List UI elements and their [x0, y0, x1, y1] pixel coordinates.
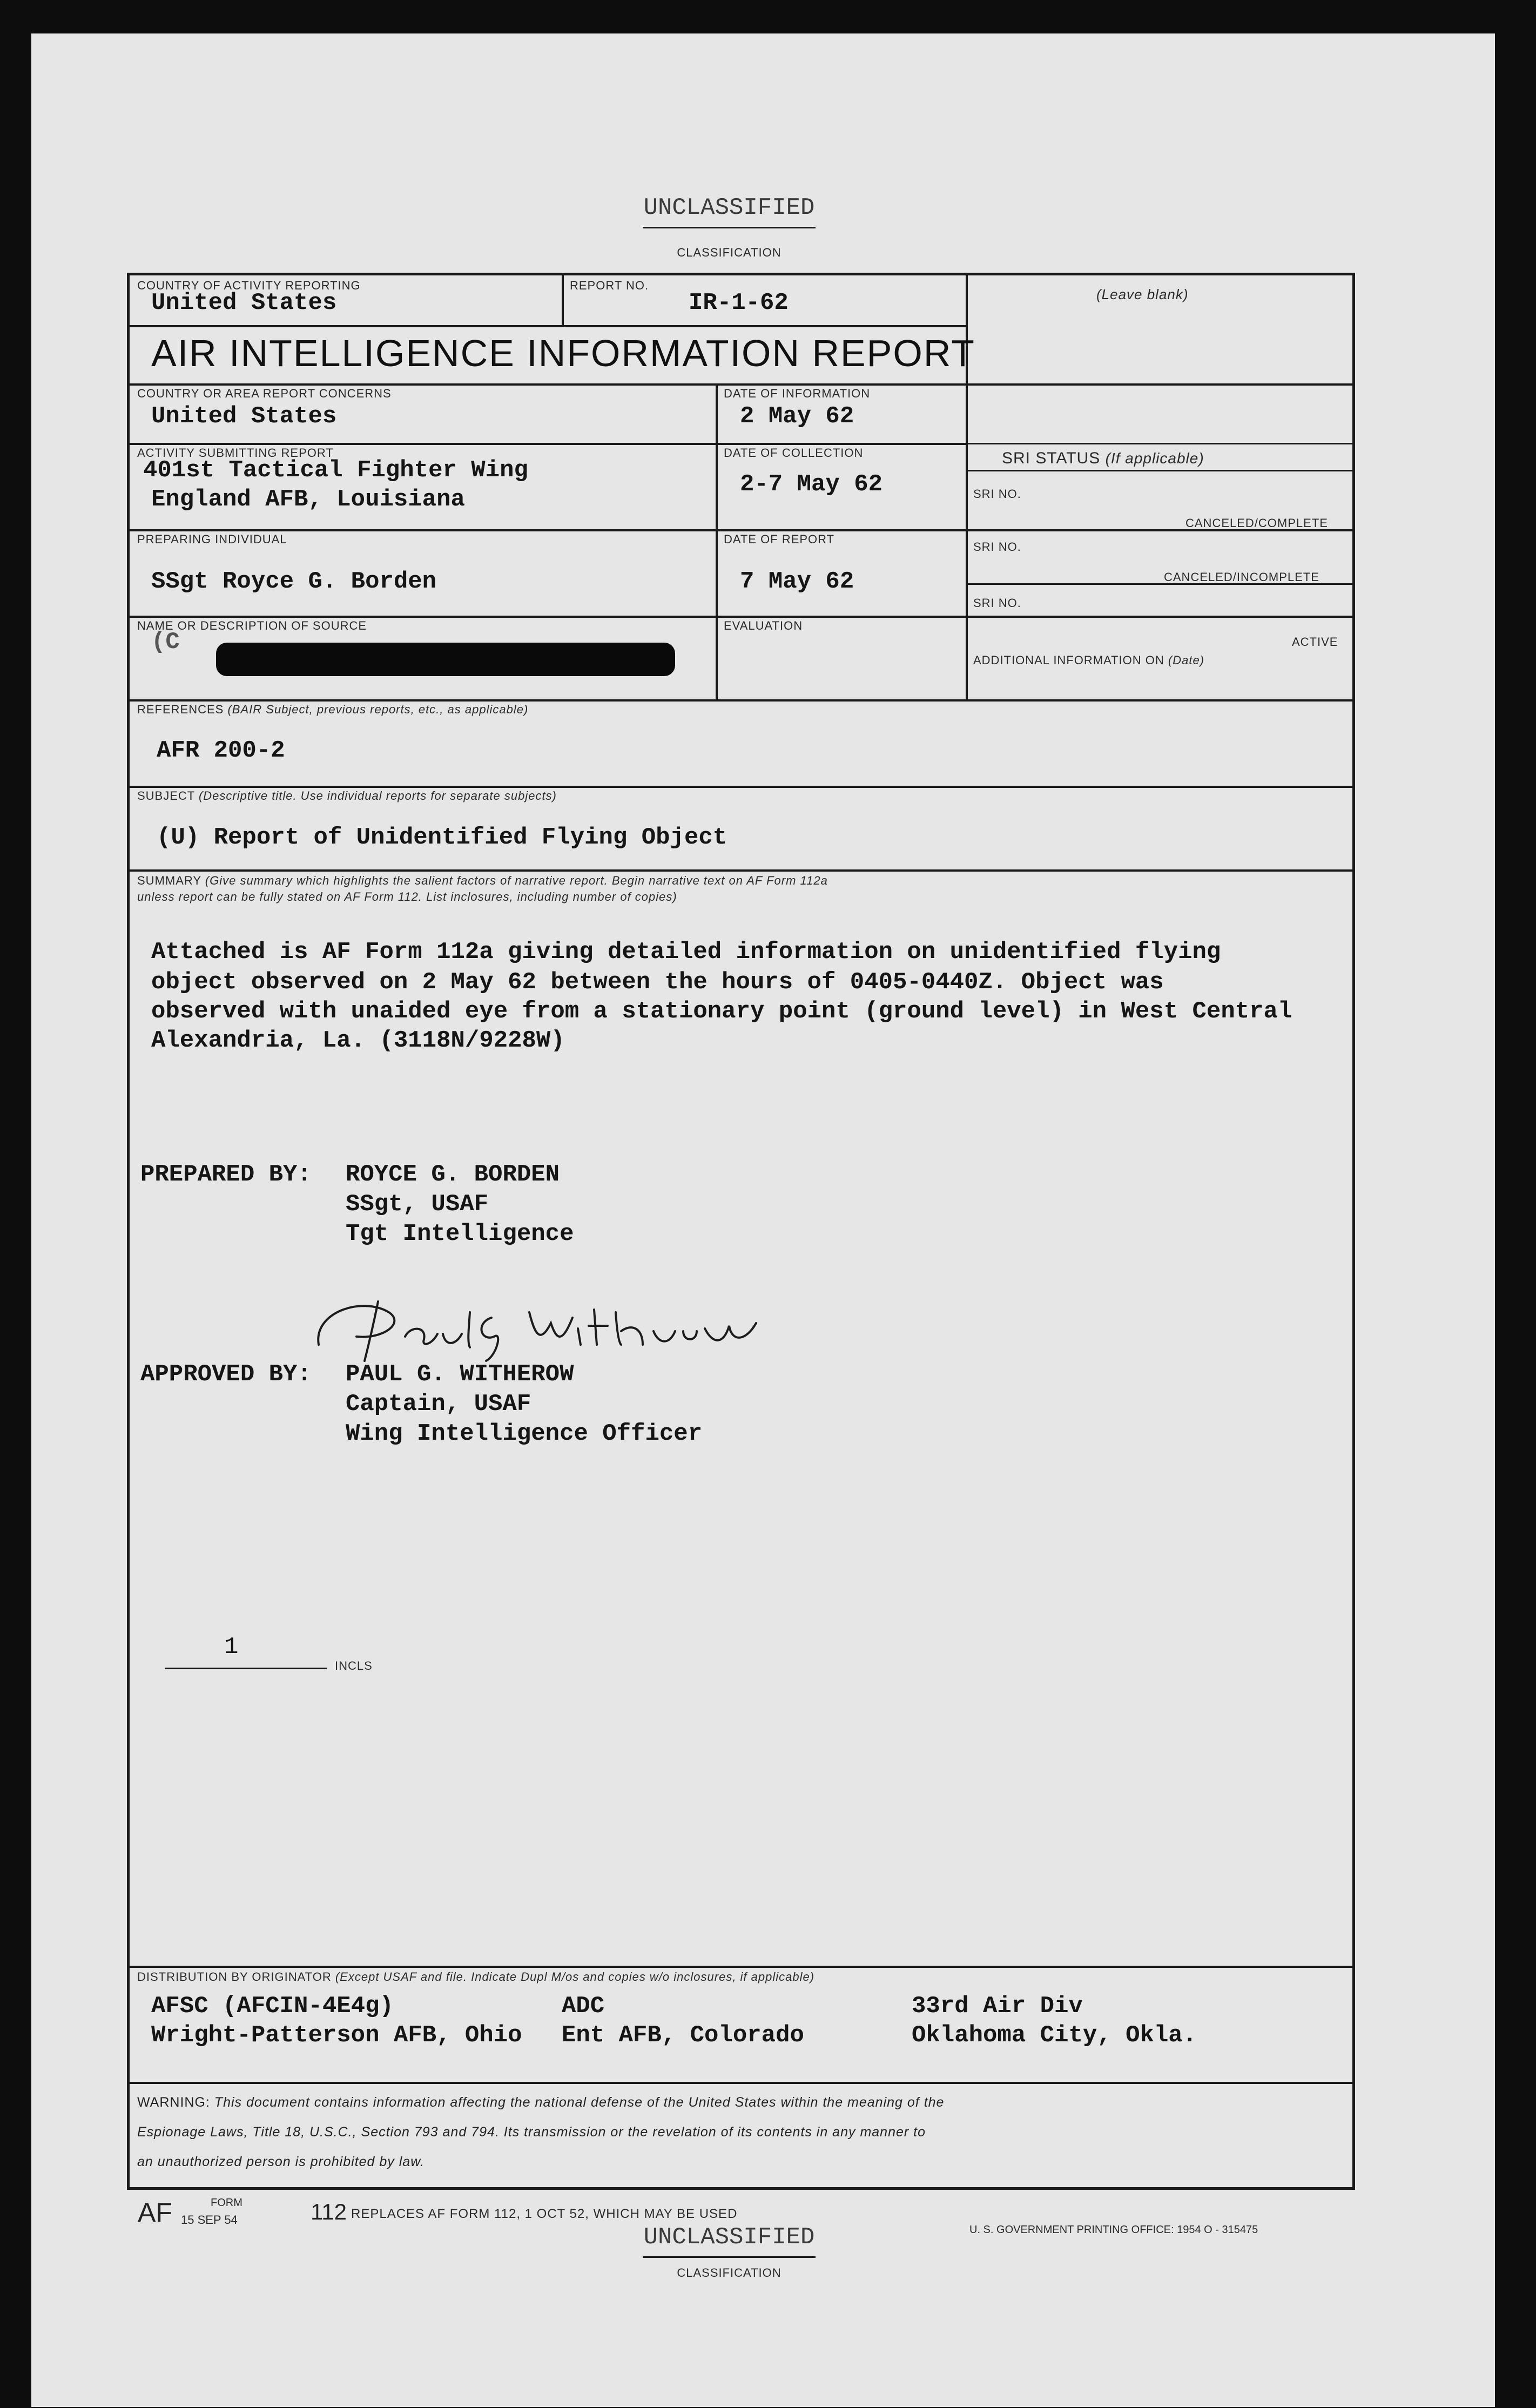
inclosure-count: 1 [224, 1634, 239, 1661]
rule [130, 1966, 1352, 1968]
footer-af: AF [138, 2197, 172, 2228]
prepared-by-title: Tgt Intelligence [346, 1220, 574, 1247]
distribution-label-text: DISTRIBUTION BY ORIGINATOR [137, 1970, 332, 1984]
references-label-text: REFERENCES [137, 703, 224, 716]
additional-info-text: ADDITIONAL INFORMATION ON [973, 653, 1164, 667]
rule [716, 383, 718, 699]
approved-by-label: APPROVED BY: [140, 1361, 312, 1388]
signature [297, 1280, 816, 1372]
distribution-col2-line1: ADC [562, 1993, 605, 2020]
preparing-individual-value: SSgt Royce G. Borden [151, 568, 437, 595]
footer-form-no: 112 [311, 2199, 347, 2224]
inclosure-rule [165, 1668, 327, 1669]
redaction-bar [216, 643, 675, 676]
distribution-col1-line1: AFSC (AFCIN-4E4g) [151, 1993, 394, 2020]
distribution-col1-line2: Wright-Patterson AFB, Ohio [151, 2022, 522, 2049]
date-information-label: DATE OF INFORMATION [724, 387, 871, 400]
date-information-value: 2 May 62 [740, 403, 854, 430]
distribution-col3-line1: 33rd Air Div [912, 1993, 1083, 2020]
classification-top-rule [643, 227, 816, 228]
source-label: NAME OR DESCRIPTION OF SOURCE [137, 619, 367, 632]
distribution-col3-line2: Oklahoma City, Okla. [912, 2022, 1197, 2049]
rule [130, 529, 1352, 531]
sri-no-label-1: SRI NO. [973, 487, 1021, 501]
date-report-label: DATE OF REPORT [724, 532, 835, 546]
warning-text-3: an unauthorized person is prohibited by law. [137, 2154, 425, 2169]
sri-active: ACTIVE [1292, 635, 1338, 649]
rule [130, 699, 1352, 702]
references-value: AFR 200-2 [157, 737, 285, 764]
activity-submitting-label: ACTIVITY SUBMITTING REPORT [137, 446, 334, 460]
preparing-individual-label: PREPARING INDIVIDUAL [137, 532, 287, 546]
approved-by-rank: Captain, USAF [346, 1391, 531, 1418]
rule [966, 443, 1352, 444]
rule [130, 2082, 1352, 2084]
sri-status-hint: (If applicable) [1105, 450, 1204, 467]
rule [130, 325, 966, 327]
classification-top: UNCLASSIFIED [643, 194, 815, 221]
rule [562, 275, 564, 325]
country-reporting-label: COUNTRY OF ACTIVITY REPORTING [137, 279, 361, 292]
evaluation-label: EVALUATION [724, 619, 803, 632]
footer-gpo: U. S. GOVERNMENT PRINTING OFFICE: 1954 O - 315475 [969, 2224, 1258, 2236]
classification-bottom-rule [643, 2256, 816, 2258]
warning-notice [137, 2088, 1347, 2177]
country-concerns-value: United States [151, 403, 337, 430]
rule [130, 869, 1352, 872]
footer-form-word: FORM [211, 2197, 242, 2209]
distribution-col2-line2: Ent AFB, Colorado [562, 2022, 804, 2049]
subject-label [137, 789, 557, 803]
distribution-label [137, 1970, 814, 1984]
additional-info-label [973, 653, 1204, 667]
warning-head: WARNING: [137, 2095, 210, 2110]
classification-bottom: UNCLASSIFIED [643, 2224, 815, 2251]
summary-label-text: SUMMARY [137, 874, 201, 887]
warning-text-2: Espionage Laws, Title 18, U.S.C., Section 793 and 794. Its transmission or the revelation of its contents in any manner to [137, 2124, 926, 2140]
references-hint: (BAIR Subject, previous reports, etc., as applicable) [227, 703, 529, 716]
sri-canceled-complete: CANCELED/COMPLETE [1185, 516, 1328, 530]
prepared-by-rank: SSgt, USAF [346, 1191, 489, 1218]
summary-line: object observed on 2 May 62 between the hours of 0405-0440Z. Object was [151, 969, 1164, 996]
rule [130, 786, 1352, 788]
sri-no-label-3: SRI NO. [973, 596, 1021, 610]
summary-label [137, 874, 828, 888]
sri-no-label-2: SRI NO. [973, 540, 1021, 554]
rule [130, 383, 1352, 386]
subject-hint: (Descriptive title. Use individual reports for separate subjects) [198, 789, 557, 802]
summary-hint-line2: unless report can be fully stated on AF Form 112. List inclosures, including number of copies) [137, 890, 677, 903]
footer-form-date: 15 SEP 54 [181, 2213, 238, 2227]
sri-status-label [1002, 449, 1204, 468]
country-reporting-value: United States [151, 289, 337, 316]
distribution-hint: (Except USAF and file. Indicate Dupl M/os and copies w/o inclosures, if applicable) [335, 1970, 815, 1984]
sri-canceled-incomplete: CANCELED/INCOMPLETE [1164, 570, 1319, 584]
leave-blank-note: (Leave blank) [1096, 286, 1189, 302]
prepared-by-name: ROYCE G. BORDEN [346, 1161, 560, 1188]
summary-line: Attached is AF Form 112a giving detailed information on unidentified flying [151, 939, 1221, 966]
inclosure-label: INCLS [335, 1659, 373, 1672]
date-collection-value: 2-7 May 62 [740, 471, 883, 498]
report-no-value: IR-1-62 [689, 289, 789, 316]
subject-label-text: SUBJECT [137, 789, 195, 802]
rule [966, 470, 1352, 471]
rule [130, 443, 966, 445]
classification-bottom-label: CLASSIFICATION [677, 2266, 782, 2279]
source-value: (C [151, 629, 180, 656]
report-form [127, 273, 1355, 2190]
classification-top-label: CLASSIFICATION [677, 246, 782, 259]
activity-submitting-line2: England AFB, Louisiana [151, 486, 465, 513]
summary-line: observed with unaided eye from a stationary point (ground level) in West Central [151, 998, 1292, 1025]
form-title: AIR INTELLIGENCE INFORMATION REPORT [151, 332, 975, 374]
activity-submitting-line1: 401st Tactical Fighter Wing [143, 457, 528, 484]
summary-line: Alexandria, La. (3118N/9228W) [151, 1027, 565, 1054]
warning-line-1 [137, 2088, 1347, 2117]
date-collection-label: DATE OF COLLECTION [724, 446, 864, 460]
prepared-by-label: PREPARED BY: [140, 1161, 312, 1188]
sri-status-text: SRI STATUS [1002, 449, 1101, 467]
warning-text-1: This document contains information affecting the national defense of the United States within the meaning of the [214, 2095, 945, 2110]
rule [130, 616, 1352, 618]
references-label [137, 703, 528, 717]
report-no-label: REPORT NO. [570, 279, 649, 292]
approved-by-name: PAUL G. WITHEROW [346, 1361, 574, 1388]
summary-hint-line1: (Give summary which highlights the salient factors of narrative report. Begin narrative text on AF Form 112a [205, 874, 828, 887]
additional-info-hint: (Date) [1168, 653, 1205, 667]
date-report-value: 7 May 62 [740, 568, 854, 595]
country-concerns-label: COUNTRY OR AREA REPORT CONCERNS [137, 387, 392, 400]
footer-replaces: REPLACES AF FORM 112, 1 OCT 52, WHICH MAY BE USED [351, 2207, 738, 2221]
approved-by-title: Wing Intelligence Officer [346, 1420, 703, 1447]
subject-value: (U) Report of Unidentified Flying Object [157, 824, 727, 851]
